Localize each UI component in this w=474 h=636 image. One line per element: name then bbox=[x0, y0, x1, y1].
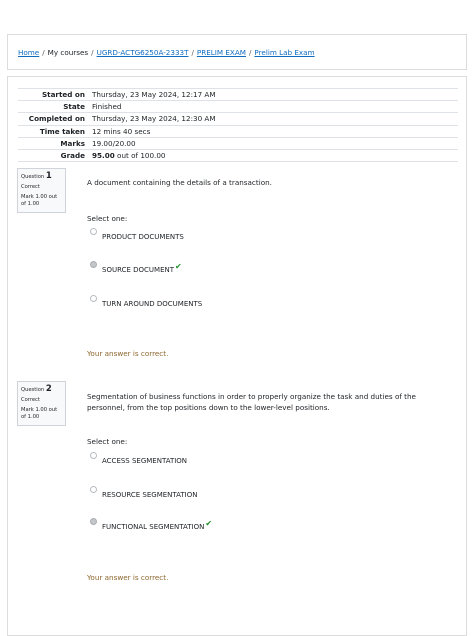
breadcrumb-section-link[interactable]: PRELIM EXAM bbox=[196, 48, 246, 57]
answer-option-label: SOURCE DOCUMENT bbox=[102, 266, 175, 274]
radio-button-selected[interactable] bbox=[90, 518, 97, 525]
grade-label: Grade bbox=[60, 151, 85, 161]
question-text: A document containing the details of a transaction. bbox=[87, 178, 272, 187]
breadcrumb-course-link[interactable]: UGRD-ACTG6250A-2333T bbox=[96, 48, 189, 57]
started-on-label: Started on bbox=[41, 90, 85, 100]
grade-out-of: out of 100.00 bbox=[117, 151, 166, 161]
question-label: Question bbox=[21, 174, 45, 180]
question-text: Segmentation of business functions in order to properly organize the task and duties of the personnel, from the top positions down to the lower-level positions. bbox=[87, 392, 416, 412]
check-icon: ✔ bbox=[175, 262, 182, 271]
answer-option[interactable] bbox=[90, 486, 197, 499]
breadcrumb-separator: / bbox=[42, 48, 45, 57]
answer-option-selected[interactable] bbox=[90, 518, 212, 531]
marks-value: 19.00/20.00 bbox=[92, 138, 136, 148]
radio-button[interactable] bbox=[90, 452, 97, 459]
summary-row-time bbox=[18, 125, 458, 137]
answer-option-label: RESOURCE SEGMENTATION bbox=[102, 491, 198, 499]
question-number bbox=[21, 386, 62, 394]
radio-button[interactable] bbox=[90, 486, 97, 493]
answer-option-label: FUNCTIONAL SEGMENTATION bbox=[102, 523, 205, 531]
select-one-label: Select one: bbox=[87, 214, 128, 223]
time-taken-label: Time taken bbox=[39, 126, 85, 136]
radio-button[interactable] bbox=[90, 295, 97, 302]
select-one-label: Select one: bbox=[87, 437, 128, 446]
summary-row-marks bbox=[18, 137, 458, 149]
summary-row-completed bbox=[18, 113, 458, 125]
marks-label: Marks bbox=[60, 138, 85, 148]
question-info-box bbox=[17, 381, 66, 426]
question-label: Question bbox=[21, 387, 45, 393]
breadcrumb-my-courses[interactable]: My courses bbox=[47, 48, 89, 57]
breadcrumb-home-link[interactable]: Home bbox=[18, 48, 40, 57]
question-mark: Mark 1.00 out of 1.00 bbox=[21, 407, 58, 420]
question-number-value: 2 bbox=[45, 384, 52, 394]
answer-option-label: TURN AROUND DOCUMENTS bbox=[102, 300, 203, 308]
time-taken-value: 12 mins 40 secs bbox=[92, 126, 151, 136]
state-label: State bbox=[63, 102, 85, 112]
grade-value bbox=[91, 149, 458, 161]
started-on-value: Thursday, 23 May 2024, 12:17 AM bbox=[92, 90, 216, 100]
completed-on-value: Thursday, 23 May 2024, 12:30 AM bbox=[92, 114, 216, 124]
summary-row-started bbox=[18, 89, 458, 101]
radio-button-selected[interactable] bbox=[90, 261, 97, 268]
question-number-value: 1 bbox=[45, 171, 52, 181]
breadcrumb-quiz-link[interactable]: Prelim Lab Exam bbox=[254, 48, 315, 57]
answer-option[interactable] bbox=[90, 452, 187, 465]
breadcrumb bbox=[18, 48, 315, 57]
answer-option-label: ACCESS SEGMENTATION bbox=[102, 457, 188, 465]
answer-option[interactable] bbox=[90, 228, 184, 241]
radio-button[interactable] bbox=[90, 228, 97, 235]
check-icon: ✔ bbox=[205, 519, 213, 528]
answer-option[interactable] bbox=[90, 295, 202, 308]
breadcrumb-separator: / bbox=[191, 48, 194, 57]
question-number bbox=[21, 173, 62, 181]
question-info-box bbox=[17, 168, 66, 213]
answer-option-label: PRODUCT DOCUMENTS bbox=[102, 233, 184, 241]
breadcrumb-separator: / bbox=[91, 48, 94, 57]
answer-feedback: Your answer is correct. bbox=[87, 349, 169, 358]
grade-score: 95.00 bbox=[92, 151, 115, 161]
summary-row-state bbox=[18, 101, 458, 113]
summary-row-grade bbox=[18, 149, 458, 161]
breadcrumb-separator: / bbox=[248, 48, 252, 57]
answer-option-selected[interactable] bbox=[90, 261, 182, 274]
completed-on-label: Completed on bbox=[28, 114, 85, 124]
question-state: Correct bbox=[21, 397, 40, 403]
state-value: Finished bbox=[92, 102, 122, 112]
attempt-summary-table bbox=[18, 88, 458, 162]
question-mark: Mark 1.00 out of 1.00 bbox=[21, 194, 58, 207]
question-state: Correct bbox=[21, 184, 40, 190]
answer-feedback: Your answer is correct. bbox=[87, 573, 169, 582]
